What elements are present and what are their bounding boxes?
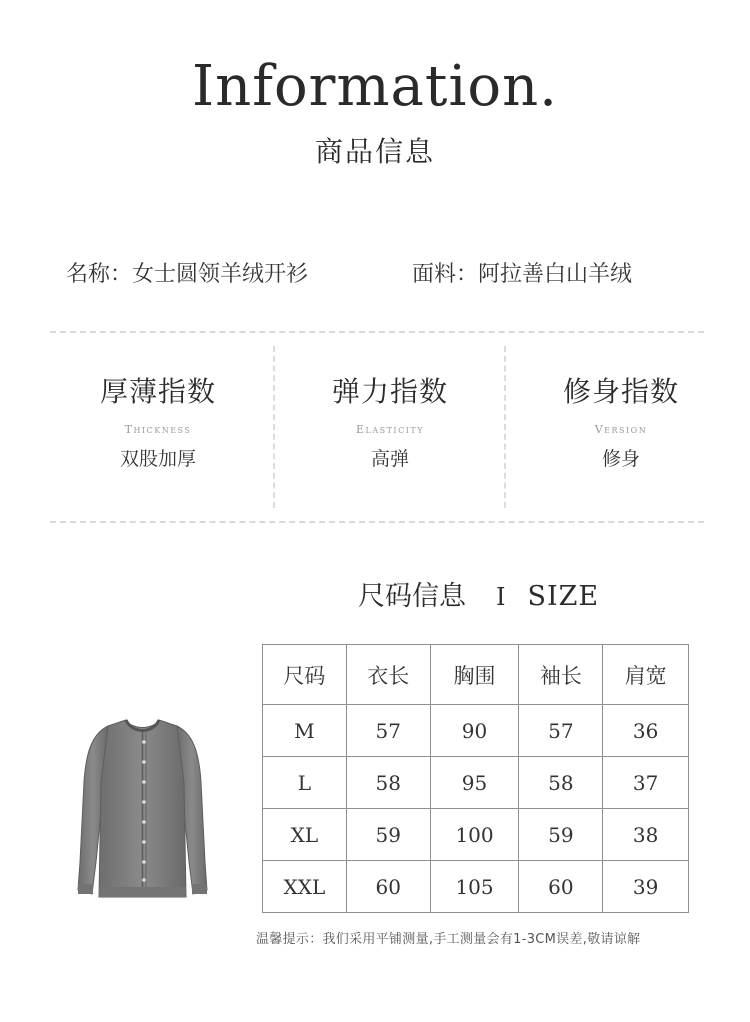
product-name: 名称：女士圆领羊绒开衫 <box>66 262 309 287</box>
table-cell: 57 <box>519 705 603 757</box>
metric-version <box>506 372 736 473</box>
grey-cardigan-image <box>70 712 215 907</box>
table-header-cell: 尺码 <box>263 645 347 705</box>
table-cell: 37 <box>603 757 689 809</box>
table-row <box>263 705 689 757</box>
table-row <box>263 861 689 913</box>
size-table <box>262 644 689 913</box>
table-cell: 38 <box>603 809 689 861</box>
size-heading-en: SIZE <box>527 581 600 612</box>
divider-bottom <box>50 521 704 523</box>
divider-top <box>50 331 704 333</box>
measurement-note: 温馨提示：我们采用平铺测量,手工测量会有1-3CM误差,敬请谅解 <box>256 932 641 947</box>
product-fabric: 面料：阿拉善白山羊绒 <box>412 262 633 287</box>
table-cell: M <box>263 705 347 757</box>
metric-value: 修身 <box>601 448 640 470</box>
table-cell: 105 <box>430 861 519 913</box>
table-cell: 95 <box>430 757 519 809</box>
metric-subtitle: Thickness <box>124 423 192 436</box>
metric-value: 高弹 <box>370 448 409 470</box>
metric-title: 厚薄指数 <box>99 375 216 408</box>
metric-title: 修身指数 <box>562 375 679 408</box>
table-cell: XXL <box>263 861 347 913</box>
metric-thickness <box>43 372 273 473</box>
size-heading <box>358 578 599 616</box>
table-cell: 100 <box>430 809 519 861</box>
cardigan-illustration <box>70 712 215 907</box>
table-header-row <box>263 645 689 705</box>
table-cell: 90 <box>430 705 519 757</box>
table-cell: 39 <box>603 861 689 913</box>
metric-elasticity <box>275 372 505 473</box>
table-cell: L <box>263 757 347 809</box>
table-cell: XL <box>263 809 347 861</box>
metric-value: 双股加厚 <box>119 448 196 470</box>
table-cell: 36 <box>603 705 689 757</box>
table-cell: 60 <box>346 861 430 913</box>
table-cell: 57 <box>346 705 430 757</box>
metric-title: 弹力指数 <box>331 375 448 408</box>
title-chinese: 商品信息 <box>314 135 435 168</box>
table-cell: 60 <box>519 861 603 913</box>
table-header-cell: 袖长 <box>519 645 603 705</box>
table-header-cell: 衣长 <box>346 645 430 705</box>
metric-subtitle: Version <box>594 423 648 436</box>
table-cell: 59 <box>346 809 430 861</box>
title-english: Information. <box>192 54 558 119</box>
table-cell: 58 <box>519 757 603 809</box>
table-row <box>263 809 689 861</box>
table-cell: 59 <box>519 809 603 861</box>
size-heading-separator: I <box>496 583 506 611</box>
table-header-cell: 肩宽 <box>603 645 689 705</box>
size-heading-cn: 尺码信息 <box>358 581 466 612</box>
table-header-cell: 胸围 <box>430 645 519 705</box>
table-cell: 58 <box>346 757 430 809</box>
table-row <box>263 757 689 809</box>
metric-subtitle: Elasticity <box>356 423 424 436</box>
